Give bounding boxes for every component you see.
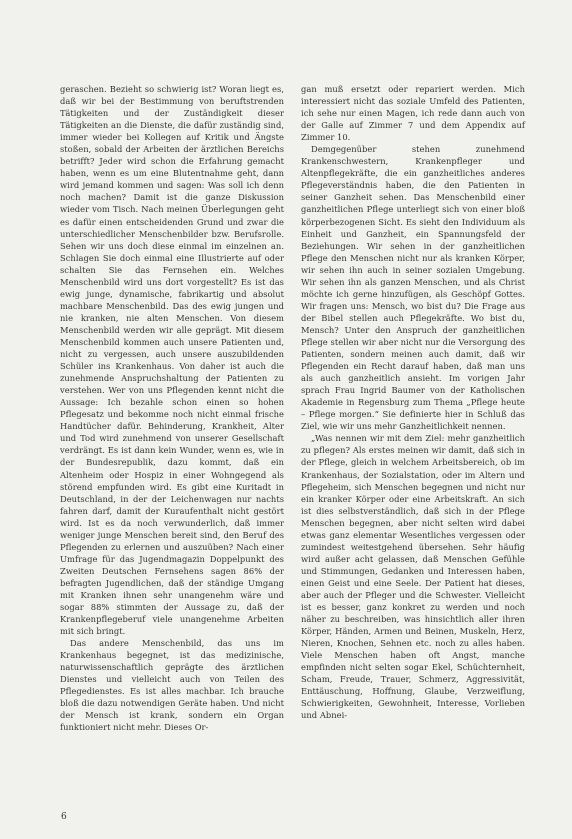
left-text-column — [60, 83, 284, 734]
paragraph: „Was nennen wir mit dem Ziel: mehr ganzheitlich zu pflegen? Als erstes meinen wir damit, daß sich in der Pflege, gleich in welchem Arbeitsbereich, ob im Krankenhaus, der Sozialstation, oder im Altern und Pflegeheim, sich Menschen begegnen und nicht nur ein kranker Körper oder eine Arbeitskraft. An sich ist dies selbstverständlich, daß sich in der Pflege Menschen begegnen, aber nicht selten wird dabei etwas ganz elementar Wesentliches vergessen oder zumindest weitestgehend übersehen. Sehr häufig wird außer acht gelassen, daß Menschen Gefühle und Stimmungen, Gedanken und Interessen haben, einen Geist und eine Seele. Der Patient hat dieses, aber auch der Pfleger und die Schwester. Vielleicht ist es besser, ganz konkret zu werden und noch näher zu beschreiben, was hinsichtlich aller ihren Körper, Händen, Armen und Beinen, Muskeln, Herz, Nieren, Knochen, Sehnen etc. noch zu alles haben. Viele Menschen haben oft Angst, manche empfinden nicht selten sogar Ekel, Schüchternheit, Scham, Freude, Trauer, Schmerz, Aggressivität, Enttäuschung, Hoffnung, Glaube, Verzweiflung, Schwierigkeiten, Gewohnheit, Interesse, Vorlieben und Abnei- — [301, 433, 525, 721]
paragraph: gan muß ersetzt oder repariert werden. Mich interessiert nicht das soziale Umfeld des Patienten, ich sehe nur einen Magen, ich rede dann auch von der Galle auf Zimmer 7 und dem Appendix auf Zimmer 10. — [301, 84, 525, 143]
paragraph: geraschen. Bezieht so schwierig ist? Woran liegt es, daß wir bei der Bestimmung von beruftstrenden Tätigkeiten und der Zuständigkeit dieser Tätigkeiten an die Dienste, die dafür zuständig sind, immer wieder bei Kollegen auf Kritik und Ängste stoßen, sobald der Arbeiten der ärztlichen Bereichs betrifft? Jeder wird schon die Erfahrung gemacht haben, wenn es um eine Blutentnahme geht, dann wird jemand kommen und sagen: Was soll ich denn noch machen? Damit ist die ganze Diskussion wieder vom Tisch. Nach meinen Überlegungen geht es dafür einen entscheidenden Grund und zwar die unterschiedlicher Menschenbilder bzw. Berufsrolle. Sehen wir uns doch diese einmal im einzelnen an. Schlagen Sie doch einmal eine Illustrierte auf oder schalten Sie das Fernsehen ein. Welches Menschenbild wird uns dort vorgestellt? Es ist das ewig junge, dynamische, fabrikartig und absolut machbare Menschenbild. Das des ewig jungen und nie kranken, nie alten Menschen. Von diesem Menschenbild werden wir alle geprägt. Mit diesem Menschenbild kommen auch unsere Patienten und, nicht zu vergessen, auch unsere auszubildenden Schüler ins Krankenhaus. Von daher ist auch die zunehmende Anspruchshaltung der Patienten zu verstehen. Wer von uns Pflegenden kennt nicht die Aussage: Ich bezahle schon einen so hohen Pflegesatz und bekomme noch nicht einmal frische Handtücher dafür. Behinderung, Krankheit, Alter und Tod wird zunehmend von unserer Gesellschaft verdrängt. Es ist dann kein Wunder, wenn es, wie in der Bundesrepublik, dazu kommt, daß ein Altenheim oder Hospiz in einer Wohngegend als störend empfunden wird. Es gibt eine Kuritadt in Deutschland, in der der Leichenwagen nur nachts fahren darf, damit der Kurаufenthalt nicht gestört wird. Ist es da noch verwunderlich, daß immer weniger junge Menschen bereit sind, den Beruf des Pflegenden zu erlernen und auszuüben? Nach einer Umfrage für das Jugendmagazin Doppelpunkt des Zweiten Deutschen Fernsehens sagen 86% der befragten Jugendlichen, daß der ständige Umgang mit Kranken ihnen sehr unangenehm wäre und sogar 88% stimmten der Aussage zu, daß der Krankenpflegeberuf viele unangenehme Arbeiten mit sich bringt. — [60, 84, 284, 637]
right-text-column — [301, 83, 525, 721]
paragraph: Das andere Menschenbild, das uns im Krankenhaus begegnet, ist das medizinische, naturwissenschaftlich geprägte des ärztlichen Dienstes und vielleicht auch von Teilen des Pflegedienstes. Es ist alles machbar. Ich brauche bloß die dazu notwendigen Geräte haben. Und nicht der Mensch ist krank, sondern ein Organ funktioniert nicht mehr. Dieses Or- — [60, 638, 284, 733]
paragraph: Demgegenüber stehen zunehmend Krankenschwestern, Krankenpfleger und Altenpflegekräfte, die ein ganzheitliches anderes Pflegeverständnis haben, die den Patienten in seiner Ganzheit sehen. Das Menschenbild einer ganzheitlichen Pflege unterliegt sich von einer bloß körperbezogenen Sicht. Es sieht den Individuum als Einheit und Ganzheit, ein Spannungsfeld der Beziehungen. Wir sehen in der ganzheitlichen Pflege den Menschen nicht nur als kranken Körper, wir sehen ihn auch in seiner sozialen Umgebung. Wir sehen ihn als ganzen Menschen, und als Christ möchte ich gerne hinzufügen, als Geschöpf Gottes. Wir fragen uns: Mensch, wo bist du? Die Frage aus der Bibel stellen auch Pflegekräfte. Wo bist du, Mensch? Unter den Anspruch der ganzheitlichen Pflege stellen wir aber nicht nur die Versorgung des Patienten, sondern meinen auch damit, daß wir Pflegenden ein Recht darauf haben, daß man uns als auch ganzheitlich ansieht. Im vorigen Jahr sprach Frau Ingrid Baumer von der Katholischen Akademie in Regensburg zum Thema „Pflege heute – Pflege morgen.“ Sie definierte hier in Schluß das Ziel, wie wir uns mehr Ganzheitlichkeit nennen. — [301, 144, 525, 432]
page-number: 6 — [61, 812, 67, 822]
